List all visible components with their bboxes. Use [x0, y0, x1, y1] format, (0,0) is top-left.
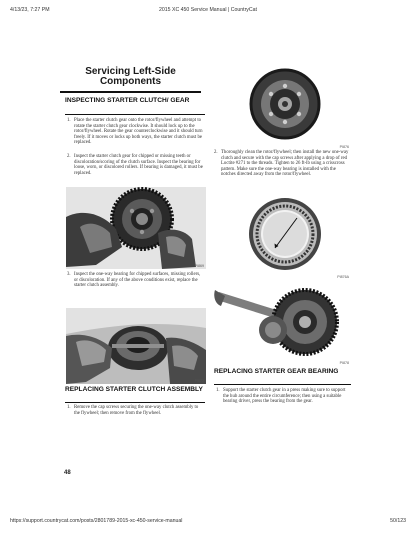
figure-one-way-bearing — [213, 192, 351, 280]
step-text: Thoroughly clean the rotor/flywheel; then install the new one-way clutch and secure with the cap screws after applying a drop of red Loctite #271 to the threads. Tighten to 26 ft-lb using a crisscross pattern. Make sure the one-way bearing is installed with the notches directed away from the rotor/flywheel. — [221, 150, 349, 178]
print-page-count: 50/123 — [390, 518, 406, 524]
starter-gear-photo — [66, 187, 206, 269]
clutch-step-2 — [214, 150, 351, 178]
heading-replacing-starter-gear-bearing: REPLACING STARTER GEAR BEARING — [214, 368, 339, 375]
step-number: 3. — [67, 272, 71, 277]
inspect-step-2 — [67, 154, 204, 176]
print-datetime: 4/13/23, 7:27 PM — [10, 7, 50, 13]
print-url[interactable]: https://support.countrycat.com/posts/2801789-2015-xc-450-service-manual — [10, 518, 183, 524]
bearing-wrench-photo — [213, 282, 351, 366]
figure-bearing-wrench — [213, 282, 351, 366]
heading-replacing-starter-clutch: REPLACING STARTER CLUTCH ASSEMBLY — [65, 386, 203, 393]
figure-code: PI869 — [194, 264, 204, 268]
section-title: Servicing Left-Side Components — [85, 66, 176, 87]
one-way-bearing-photo — [213, 192, 351, 280]
step-number: 1. — [216, 388, 220, 393]
heading-rule — [214, 384, 351, 385]
figure-starter-clutch-removal — [66, 308, 206, 384]
figure-code: PI878 — [339, 361, 349, 365]
clutch-step-1 — [67, 405, 204, 416]
print-doc-title: 2015 XC 450 Service Manual | CountryCat — [159, 7, 257, 13]
page-number: 48 — [64, 470, 71, 476]
figure-code: PI872 — [194, 379, 204, 383]
figure-rotor-flywheel — [213, 68, 351, 150]
heading-rule — [65, 114, 205, 115]
starter-clutch-photo — [66, 308, 206, 384]
step-text: Inspect the starter clutch gear for chipped or missing teeth or discoloration/scoring of the clutch surface. Inspect the bearing for loose, worn, or discolored rollers. If bearing is damaged, it must be replaced. — [74, 154, 203, 176]
step-number: 2. — [214, 150, 218, 155]
figure-code: PI876A — [337, 275, 349, 279]
title-rule — [60, 91, 201, 93]
gear-step-1 — [216, 388, 351, 405]
inspect-step-3 — [67, 272, 204, 289]
figure-starter-gear-inspection — [66, 187, 206, 269]
step-text: Support the starter clutch gear in a press making sure to support the hub around the entire circumference; then using a suitable bearing driver, press the bearing from the gear. — [223, 388, 346, 405]
step-number: 2. — [67, 154, 71, 159]
print-footer — [10, 518, 406, 528]
print-header — [10, 7, 406, 17]
heading-inspecting-starter-clutch: INSPECTING STARTER CLUTCH/ GEAR — [65, 97, 190, 104]
step-text: Remove the cap screws securing the one-way clutch assembly to the flywheel; then remove from the flywheel. — [74, 405, 199, 416]
rotor-flywheel-photo — [213, 68, 351, 150]
step-text: Place the starter clutch gear onto the rotor/flywheel and attempt to rotate the starter clutch gear clockwise. It should lock up to the rotor/flywheel. Rotate the gear counterclockwise and it should turn freely. If it moves or locks up both ways, the starter clutch must be replaced. — [74, 118, 203, 146]
inspect-step-1 — [67, 118, 204, 146]
step-number: 1. — [67, 118, 71, 123]
heading-rule — [65, 402, 205, 403]
step-number: 1. — [67, 405, 71, 410]
figure-code: PI876 — [339, 145, 349, 149]
step-text: Inspect the one-way bearing for chipped surfaces, missing rollers, or discoloration. If any of the above conditions exist, replace the starter clutch assembly. — [74, 272, 201, 289]
